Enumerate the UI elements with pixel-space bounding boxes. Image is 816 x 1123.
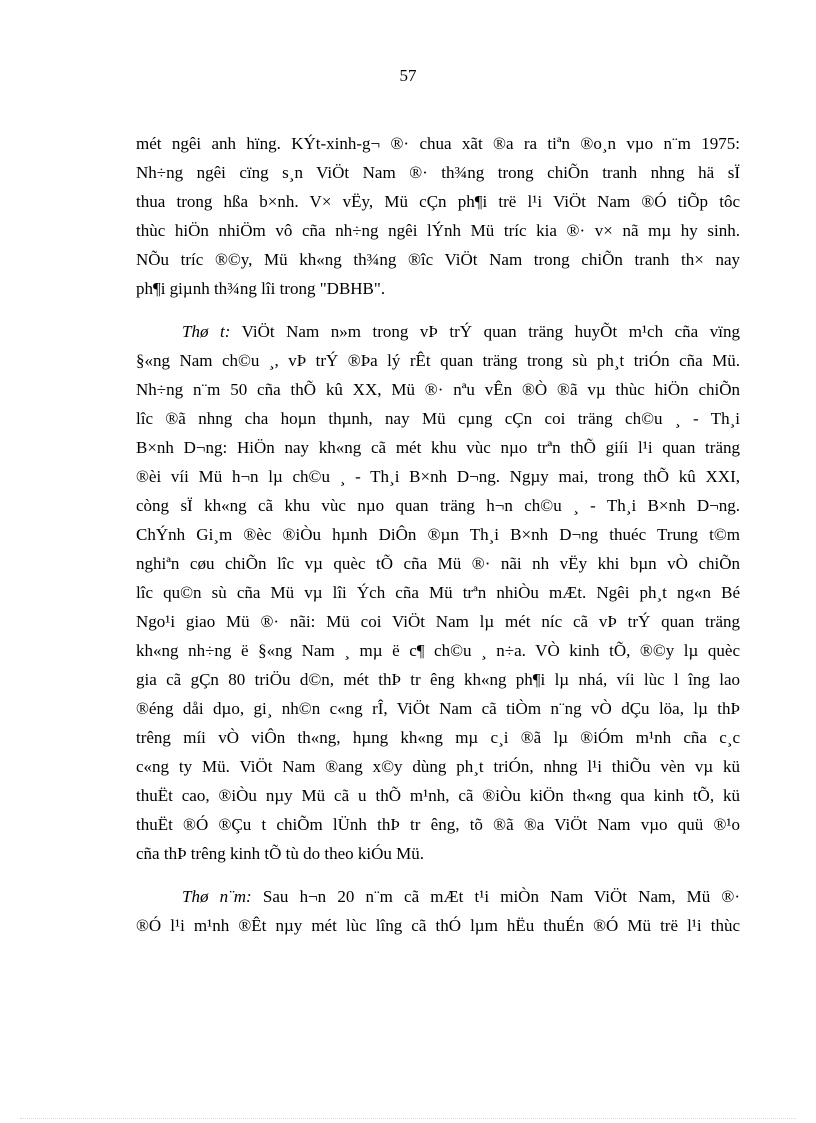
text-line: kh«ng nh÷ng ë §«ng Nam ¸ mµ ë c¶ ch©u ¸ n÷a. VÒ kinh tÕ, ®©y lµ quèc <box>136 641 740 660</box>
text-line: lîc ®ã nhng cha hoµn thµnh, nay Mü cµng cÇn coi träng ch©u ¸ - Th¸i <box>136 409 740 428</box>
paragraph-3 <box>136 882 740 940</box>
text-line: lîc qu©n sù cña Mü vµ lîi Ých cña Mü trªn nhiÒu mÆt. Ngêi ph¸t ng«n Bé <box>136 583 740 602</box>
text-line: ®Ó l¹i m¹nh ®Êt nµy mét lùc lîng cã thÓ lµm hËu thuÉn ®Ó Mü trë l¹i thùc <box>136 916 740 935</box>
text-line: còng sÏ kh«ng cã khu vùc nµo quan träng h¬n ch©u ¸ - Th¸i B×nh D¬ng. <box>136 496 740 515</box>
text-line: gia cã gÇn 80 triÖu d©n, mét thÞ tr êng kh«ng ph¶i lµ nhá, víi lùc l îng lao <box>136 670 740 689</box>
text-line: §«ng Nam ch©u ¸, vÞ trÝ ®Þa lý rÊt quan träng trong sù ph¸t triÓn cña Mü. <box>136 351 740 370</box>
document-body <box>136 129 740 954</box>
text-line: thuËt ®Ó ®Çu t chiÕm lÜnh thÞ tr êng, tõ ®ã ®a ViÖt Nam vµo quü ®¹o <box>136 815 740 834</box>
text-line: B×nh D¬ng: HiÖn nay kh«ng cã mét khu vùc nµo trªn thÕ giíi l¹i quan träng <box>136 438 740 457</box>
text-line: mét ngêi anh hïng. KÝt-xinh-g¬ ®· chua xãt ®a ra tiªn ®o¸n vµo n¨m 1975: <box>136 134 740 153</box>
text-line: trêng míi vÒ viÔn th«ng, hµng kh«ng mµ c¸i ®ã lµ ®iÓm m¹nh cña c¸c <box>136 728 740 747</box>
paragraph-2 <box>136 317 740 868</box>
text-line: ®èi víi Mü h¬n lµ ch©u ¸ - Th¸i B×nh D¬ng. Ngµy mai, trong thÕ kû XXI, <box>136 467 740 486</box>
text-line: thùc hiÖn nhiÖm vô cña nh÷ng ngêi lÝnh Mü tríc kia ®· v× nã mµ hy sinh. <box>136 221 740 240</box>
text-line: ®éng dåi dµo, gi¸ nh©n c«ng rÎ, ViÖt Nam cã tiÒm n¨ng vÒ dÇu löa, lµ thÞ <box>136 699 740 718</box>
text-line: cña thÞ trêng kinh tÕ tù do theo kiÓu Mü. <box>136 844 425 863</box>
text-line: thua trong hßa b×nh. V× vËy, Mü cÇn ph¶i trë l¹i ViÖt Nam ®Ó tiÕp tôc <box>136 192 740 211</box>
text-line: ph¶i giµnh th¾ng lîi trong "DBHB". <box>136 279 386 298</box>
text-line-first <box>136 882 740 911</box>
text-line: ChÝnh Gi¸m ®èc ®iÒu hµnh DiÔn ®µn Th¸i B×nh D¬ng thuéc Trung t©m <box>136 525 740 544</box>
paragraph-1 <box>136 129 740 303</box>
text-line: NÕu tríc ®©y, Mü kh«ng th¾ng ®îc ViÖt Nam trong chiÕn tranh th× nay <box>136 250 740 269</box>
page-bottom-rule <box>20 1118 796 1119</box>
text-line: c«ng ty Mü. ViÖt Nam ®ang x©y dùng ph¸t triÓn, nhng l¹i thiÕu vèn vµ kü <box>136 757 740 776</box>
text-line: thuËt cao, ®iÒu nµy Mü cã u thÕ m¹nh, cã ®iÒu kiÖn th«ng qua kinh tÕ, kü <box>136 786 740 805</box>
text-line: Nh÷ng n¨m 50 cña thÕ kû XX, Mü ®· nªu vÊn ®Ò ®ã vµ thùc hiÖn chiÕn <box>136 380 740 399</box>
paragraph-lead: Thø n¨m: <box>182 887 252 906</box>
text-line: Nh÷ng ngêi cïng s¸n ViÖt Nam ®· th¾ng trong chiÕn tranh nhng hä sÏ <box>136 163 740 182</box>
paragraph-lead: Thø t: <box>182 322 231 341</box>
text-line: Ngo¹i giao Mü ®· nãi: Mü coi ViÖt Nam lµ mét níc cã vÞ trÝ quan träng <box>136 612 740 631</box>
text-line-first <box>136 317 740 346</box>
page-number: 57 <box>399 66 417 85</box>
text-line-rest: Sau h¬n 20 n¨m cã mÆt t¹i miÒn Nam ViÖt Nam, Mü ®· <box>251 887 740 906</box>
text-line: nghiªn cøu chiÕn lîc vµ quèc tÕ cña Mü ®· nãi nh vËy khi bµn vÒ chiÕn <box>136 554 740 573</box>
text-line-rest: ViÖt Nam n»m trong vÞ trÝ quan träng huyÕt m¹ch cña vïng <box>230 322 740 341</box>
